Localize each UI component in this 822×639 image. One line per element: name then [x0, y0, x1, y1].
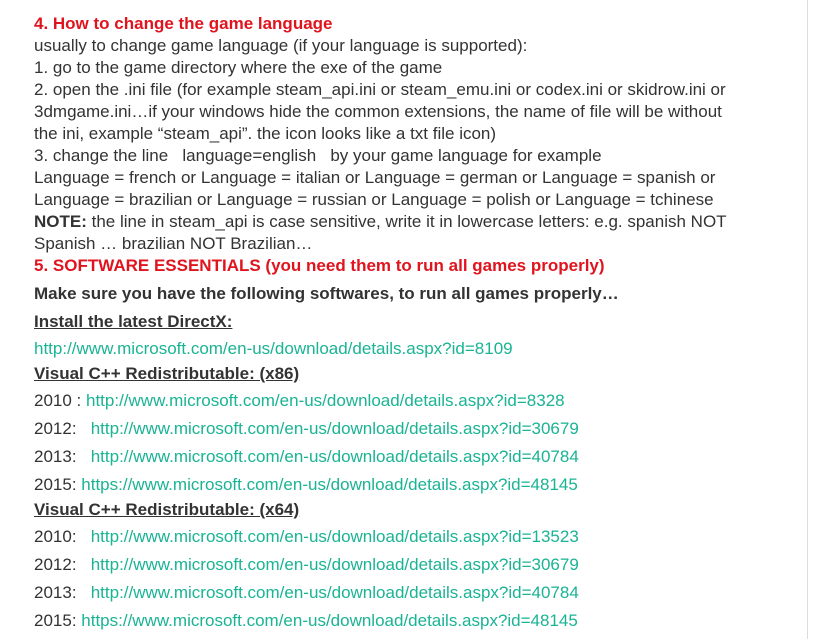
- text-line: Language = french or Language = italian or Language = german or Language = spanish or: [34, 168, 716, 187]
- text-line: 3dmgame.ini…if your windows hide the common extensions, the name of file will be without: [34, 102, 722, 121]
- vc-x86-row-2015: [34, 471, 794, 499]
- vc-x64-row-2013: [34, 579, 794, 607]
- vc-x86-label: Visual C++ Redistributable: (x86): [34, 364, 300, 383]
- year-label: 2010:: [34, 527, 91, 546]
- text-line: the ini, example “steam_api”. the icon looks like a txt file icon): [34, 124, 497, 143]
- vc-x64-2012-link[interactable]: http://www.microsoft.com/en-us/download/details.aspx?id=30679: [90, 555, 579, 574]
- directx-label: Install the latest DirectX:: [34, 312, 233, 331]
- note-text: the line in steam_api is case sensitive, write it in lowercase letters: e.g. spanish NOT: [86, 212, 727, 231]
- vc-x86-2012-link[interactable]: http://www.microsoft.com/en-us/download/details.aspx?id=30679: [90, 419, 579, 438]
- year-label: 2012:: [34, 555, 91, 574]
- section-5-heading: 5. SOFTWARE ESSENTIALS (you need them to run all games properly): [34, 256, 605, 275]
- year-label: 2015:: [34, 475, 82, 494]
- text-line: 2. open the .ini file (for example steam_api.ini or steam_emu.ini or codex.ini or skidrow.ini or: [34, 80, 726, 99]
- vc-x64-row-2015: [34, 607, 794, 635]
- vc-x86-row-2012: [34, 415, 794, 443]
- year-label: 2010 :: [34, 391, 86, 410]
- text-line: 3. change the line language=english by your game language for example: [34, 146, 602, 165]
- text-line: 1. go to the game directory where the exe of the game: [34, 58, 443, 77]
- vc-x64-2010-link[interactable]: http://www.microsoft.com/en-us/download/details.aspx?id=13523: [90, 527, 579, 546]
- vc-x64-row-2012: [34, 551, 794, 579]
- directx-row: [34, 335, 794, 363]
- note-label: NOTE:: [34, 212, 87, 231]
- vc-x64-row-2010: [34, 523, 794, 551]
- vc-x86-row-2013: [34, 443, 794, 471]
- directx-link[interactable]: http://www.microsoft.com/en-us/download/details.aspx?id=8109: [34, 339, 513, 358]
- text-line: Language = brazilian or Language = russian or Language = polish or Language = tchinese: [34, 190, 714, 209]
- section-5-intro: Make sure you have the following softwares, to run all games properly…: [34, 284, 619, 303]
- section-4-heading: 4. How to change the game language: [34, 14, 333, 33]
- article-content: [34, 13, 794, 635]
- vc-x86-2015-link[interactable]: https://www.microsoft.com/en-us/download/details.aspx?id=48145: [81, 475, 578, 494]
- vc-x86-2010-link[interactable]: http://www.microsoft.com/en-us/download/details.aspx?id=8328: [86, 391, 565, 410]
- note-line-2: Spanish … brazilian NOT Brazilian…: [34, 234, 313, 253]
- year-label: 2015:: [34, 611, 82, 630]
- vc-x86-row-2010: [34, 387, 794, 415]
- note-line: [34, 211, 794, 233]
- vc-x86-2013-link[interactable]: http://www.microsoft.com/en-us/download/details.aspx?id=40784: [90, 447, 579, 466]
- vc-x64-2013-link[interactable]: http://www.microsoft.com/en-us/download/details.aspx?id=40784: [90, 583, 579, 602]
- vc-x64-2015-link[interactable]: https://www.microsoft.com/en-us/download/details.aspx?id=48145: [81, 611, 578, 630]
- year-label: 2013:: [34, 447, 91, 466]
- year-label: 2012:: [34, 419, 91, 438]
- year-label: 2013:: [34, 583, 91, 602]
- text-line: usually to change game language (if your language is supported):: [34, 36, 528, 55]
- vc-x64-label: Visual C++ Redistributable: (x64): [34, 500, 300, 519]
